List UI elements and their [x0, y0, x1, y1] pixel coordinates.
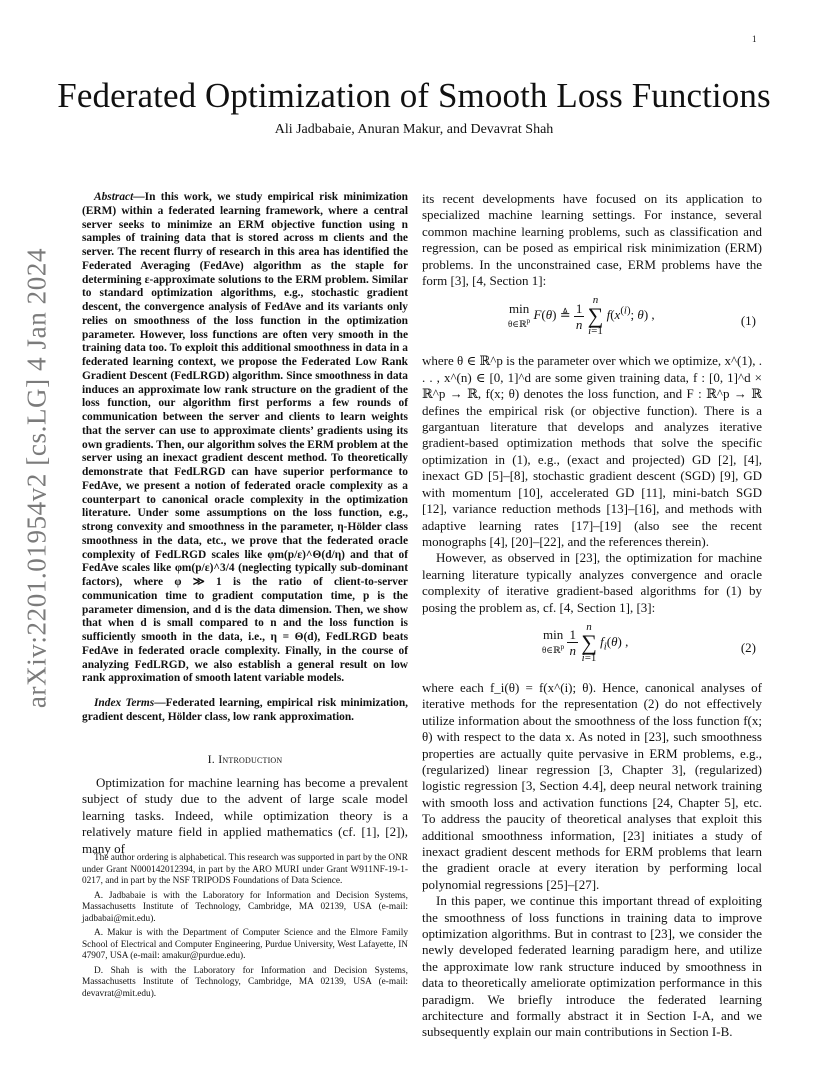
right-paragraph-1: its recent developments have focused on its application to specialized machine learning settings. For instance, several common machine learning problems, such as classification and regression, can be posed as empirical risk minimization (ERM) problems. In the unconstrained case, ERM problems have the form [3], [4, Section 1]: [422, 191, 762, 289]
equation-2-body: min θ∈ℝ$^p$ $\frac{1}{n}$ n ∑ i=1 $f_i(\theta)$ , [542, 620, 629, 664]
right-paragraph-5: In this paper, we continue this important thread of exploiting the smoothness of loss functions in training data to improve optimization algorithms. But in contrast to [23], we consider the newly developed federated learning paradigm here, and utilize the approximate low rank structure induced by smoothness in data to theoretically ameliorate optimization performance in this paradigm. We briefly introduce the federated learning architecture and formally abstract it in Section I-A, and we subsequently explain our main contributions in Section I-B. [422, 893, 762, 1040]
right-paragraph-3: However, as observed in [23], the optimization for machine learning literature typically analyzes convergence and oracle complexity of iterative gradient-based algorithms for (1) by posing the problem as, cf. [4, Section 1], [3]: [422, 550, 762, 615]
arxiv-stamp: arXiv:2201.01954v2 [cs.LG] 4 Jan 2024 [21, 247, 52, 709]
footnote: D. Shah is with the Laboratory for Information and Decision Systems, Massachusetts Institute of Technology, Cambridge, MA 02139, USA (e-mail: devavrat@mit.edu). [82, 965, 408, 999]
footnotes [82, 853, 408, 1003]
equation-1 [422, 295, 762, 347]
footnote: A. Jadbabaie is with the Laboratory for Information and Decision Systems, Massachusetts Institute of Technology, Cambridge, MA 02139, USA (e-mail: jadbabai@mit.edu). [82, 890, 408, 924]
abstract-text: —In this work, we study empirical risk minimization (ERM) within a federated learning framework, where a central server seeks to minimize an ERM objective function using n samples of training data that is stored across m clients and the server. The recent flurry of research in this area has identified the Federated Averaging (FedAve) algorithm as the staple for determining ε-approximate solutions to the ERM problem. Similar to standard optimization algorithms, e.g., stochastic gradient descent, the convergence analysis of FedAve and its variants only relies on smoothness of the loss function in the optimization parameter. However, loss functions are often very smooth in the training data too. To exploit this additional smoothness in data in a federated learning context, we propose the Federated Low Rank Gradient Descent (FedLRGD) algorithm. Since smoothness in data induces an approximate low rank structure on the gradient of the loss function, our algorithm first performs a few rounds of communication between the server and clients to learn weights that the server can use to approximate clients’ gradients using its own gradients. Then, our algorithm solves the ERM problem at the server using an inexact gradient descent method. To theoretically demonstrate that FedLRGD can have superior performance to FedAve, we present a notion of federated oracle complexity as a counterpart to canonical oracle complexity in the optimization literature. Under some assumptions on the loss function, e.g., strong convexity and smoothness in the parameter, η-Hölder class smoothness in the data, etc., we prove that the federated oracle complexity of FedLRGD scales like φm(p/ε)^Θ(d/η) and that of FedAve scales like φm(p/ε)^3/4 (neglecting typically sub-dominant factors), where φ ≫ 1 is the ratio of client-to-server communication time to gradient computation time, p is the parameter dimension, and d is the data dimension. Then, we show that when d is small compared to n and the loss function is sufficiently smooth in the data, i.e., η = Θ(d), FedLRGD beats FedAve in federated oracle complexity. Finally, in the course of analyzing FedLRGD, we also establish a general result on low rank approximation of smooth latent variable models. [82, 191, 408, 685]
index-terms-lead: Index Terms [94, 697, 155, 709]
right-column [422, 191, 762, 1041]
paper-authors: Ali Jadbabaie, Anuran Makur, and Devavrat Shah [274, 122, 554, 137]
equation-2 [422, 622, 762, 674]
section-heading [82, 751, 408, 767]
right-paragraph-4: where each f_i(θ) = f(x^(i); θ). Hence, canonical analyses of iterative methods for the representation (2) do not effectively utilize information about the smoothness of the loss function f(x; θ) with respect to the data x. As noted in [23], such smoothness properties are actually quite pervasive in ERM problems, e.g., (regularized) linear regression [3, Chapter 3], (regularized) logistic regression [3, Section 4.4], deep neural network training with smooth loss and activation functions [24, Chapter 5], etc. To address the paucity of theoretical analyses that exploit this additional smoothness information, [23] initiates a study of inexact gradient descent methods for ERM problems that learn the gradient oracle at every iteration by performing local polynomial regressions [25]–[27]. [422, 679, 762, 892]
index-terms-text: —Federated learning, empirical risk minimization, gradient descent, Hölder class, low rank approximation. [82, 697, 408, 723]
right-paragraph-2: where θ ∈ ℝ^p is the parameter over which we optimize, x^(1), . . . , x^(n) ∈ [0, 1]^d are some given training data, f : [0, 1]^d × ℝ^p → ℝ, f(x; θ) denotes the loss function, and F : ℝ^p → ℝ defines the empirical risk (or objective function). There is a gargantuan literature that develops and analyzes iterative gradient-based optimization methods that solve the specific optimization in (1), e.g., (exact and projected) GD [2], [4], inexact GD [5]–[8], stochastic gradient descent (SGD) [9], GD with momentum [10], accelerated GD [11], mini-batch SGD [12], variance reduction methods [13]–[16], and methods with adaptive learning rates [17]–[19] (also see the recent monographs [4], [20]–[22], and the references therein). [422, 353, 762, 549]
page-number: 1 [752, 34, 757, 44]
equation-2-number: (2) [740, 639, 756, 655]
abstract [82, 191, 408, 686]
left-column [82, 191, 408, 857]
footnote: A. Makur is with the Department of Computer Science and the Elmore Family School of Electrical and Computer Engineering, Purdue University, West Lafayette, IN 47907, USA (e-mail: amakur@purdue.edu). [82, 928, 408, 961]
paper-title: Federated Optimization of Smooth Loss Functions [57, 76, 771, 115]
section-title: Introduction [218, 751, 283, 766]
index-terms [82, 697, 408, 725]
footnote: The author ordering is alphabetical. This research was supported in part by the ONR under Grant N000142012394, in part by the ARO MURI under Grant W911NF-19-1-0217, and in part by the NSF TRIPODS Foundations of Data Science. [82, 853, 408, 886]
abstract-lead: Abstract [94, 191, 134, 203]
intro-paragraph: Optimization for machine learning has become a prevalent subject of study due to the advent of large scale model learning tasks. Indeed, while optimization theory is a relatively mature field in applied mathematics (cf. [1], [2]), many of [82, 774, 408, 856]
equation-1-body: min θ∈ℝ$^p$ F(θ) ≜ $\frac{1}{n}$ n ∑ i=1 $f(x^{(i)}$; θ) , [508, 294, 655, 338]
section-number: I. [207, 751, 216, 766]
equation-1-number: (1) [740, 313, 756, 329]
